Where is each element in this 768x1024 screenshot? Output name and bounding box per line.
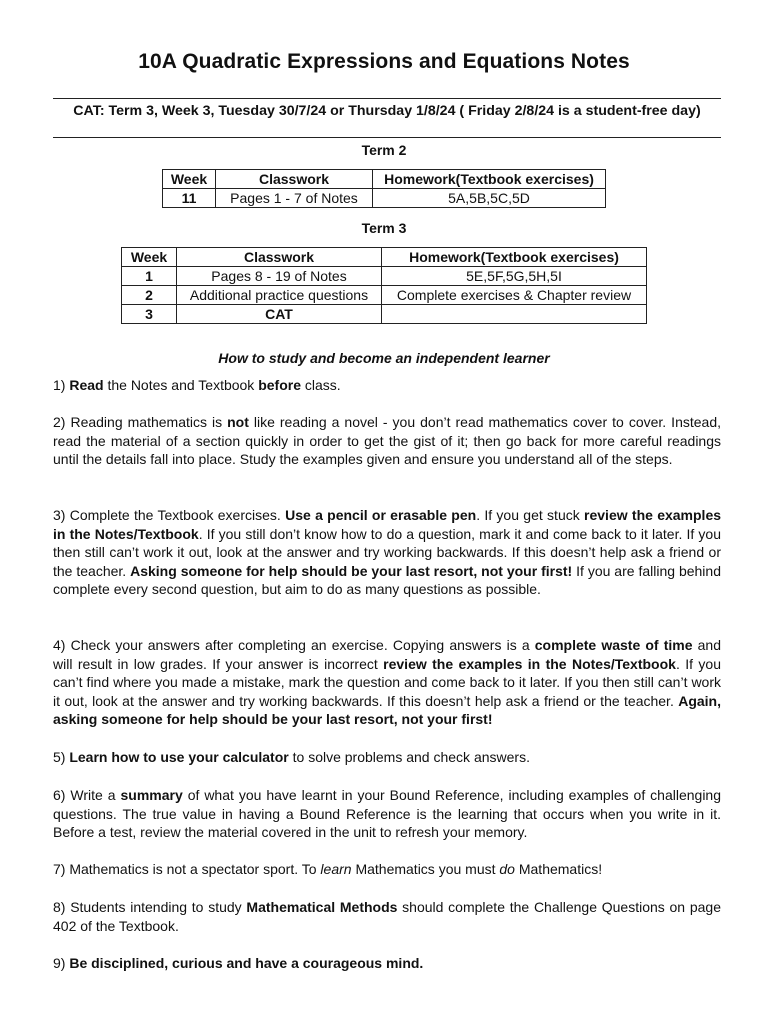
- point-text: Mathematics!: [514, 861, 603, 877]
- column-header-classwork: Classwork: [177, 248, 382, 267]
- week-cell: 2: [122, 286, 177, 305]
- point-text: 9): [53, 955, 70, 971]
- week-cell: 11: [163, 189, 216, 208]
- point-bold-text: Learn how to use your calculator: [69, 749, 289, 765]
- term2-label: Term 2: [361, 142, 407, 158]
- point-5: [53, 748, 721, 767]
- point-text: 2) Reading mathematics is: [53, 414, 228, 430]
- table-row: [163, 189, 606, 208]
- point-text: 6) Write a: [53, 787, 121, 803]
- point-bold-text: before: [258, 377, 301, 393]
- point-text: 3) Complete the Textbook exercises.: [53, 507, 286, 523]
- point-8: [53, 898, 721, 935]
- point-text: 8) Students intending to study: [53, 899, 247, 915]
- point-text: and will result in low grades. If your answer is incorrect: [53, 637, 722, 672]
- point-7: [53, 860, 721, 879]
- bottom-divider: [53, 137, 721, 138]
- point-bold-text: complete waste of time: [534, 637, 693, 653]
- point-bold-text: Again, asking someone for help should be your last resort, not your first!: [53, 692, 721, 728]
- classwork-cell: CAT: [177, 305, 382, 324]
- point-3: [53, 506, 721, 599]
- point-text: . If you get stuck: [476, 507, 585, 523]
- cat-dates-line: CAT: Term 3, Week 3, Tuesday 30/7/24 or Thursday 1/8/24 ( Friday 2/8/24 is a student-free day): [73, 103, 701, 119]
- point-6: [53, 786, 721, 842]
- classwork-cell: Additional practice questions: [177, 286, 382, 305]
- point-bold-text: Be disciplined, curious and have a courageous mind.: [69, 955, 424, 971]
- point-bold-text: Asking someone for help should be your last resort, not your first!: [130, 562, 573, 579]
- term2-schedule-table: [162, 169, 606, 208]
- week-cell: 1: [122, 267, 177, 286]
- week-cell: 3: [122, 305, 177, 324]
- point-text: 7) Mathematics is not a spectator sport. To: [53, 861, 321, 877]
- column-header-week: Week: [163, 170, 216, 189]
- point-text: . If you can’t find where you made a mistake, mark the question and come back to it later. If you then still can’t work it out, look at the answer and try working backwards. If this doesn’t help ask a friend or the teacher.: [53, 655, 721, 709]
- homework-cell: 5E,5F,5G,5H,5I: [382, 267, 647, 286]
- point-2: [53, 413, 721, 469]
- study-heading: How to study and become an independent learner: [218, 350, 550, 366]
- point-text: Mathematics you must: [351, 861, 500, 877]
- point-text: like reading a novel - you don’t read mathematics cover to cover. Instead, read the material of a section quickly in order to get the gist of it; then go back for more careful readings until the details fall into place. Study the examples given and ensure you understand all of the steps.: [53, 414, 721, 468]
- page-title: 10A Quadratic Expressions and Equations Notes: [138, 50, 630, 73]
- point-text: 4) Check your answers after completing an exercise. Copying answers is a: [53, 637, 535, 653]
- point-bold-text: Mathematical Methods: [246, 899, 398, 915]
- term3-label: Term 3: [361, 220, 407, 236]
- homework-cell: [382, 305, 647, 324]
- point-bold-text: Read: [69, 377, 104, 393]
- point-bold-text: summary: [120, 787, 183, 803]
- point-bold-text: not: [227, 414, 249, 430]
- column-header-classwork: Classwork: [216, 170, 373, 189]
- point-4: [53, 636, 721, 729]
- table-row: [122, 305, 647, 324]
- homework-cell: Complete exercises & Chapter review: [382, 286, 647, 305]
- point-text: class.: [301, 377, 341, 393]
- term3-schedule-table: [121, 247, 647, 324]
- column-header-homework: Homework(Textbook exercises): [382, 248, 647, 267]
- classwork-cell: Pages 1 - 7 of Notes: [216, 189, 373, 208]
- table-row: [122, 267, 647, 286]
- point-text: 5): [53, 749, 70, 765]
- point-text: If you are falling behind complete every second question, but aim to do as many questions as possible.: [53, 562, 721, 598]
- homework-cell: 5A,5B,5C,5D: [373, 189, 606, 208]
- table-header-row: [163, 170, 606, 189]
- table-header-row: [122, 248, 647, 267]
- point-1: [53, 376, 721, 395]
- point-text: . If you still don’t know how to do a question, mark it and come back to it later. If you then still can’t work it out, look at the answer and try working backwards. If this doesn’t help ask a friend or the teacher.: [53, 525, 721, 579]
- column-header-homework: Homework(Textbook exercises): [373, 170, 606, 189]
- point-bold-text: review the examples in the Notes/Textbook: [383, 655, 676, 672]
- point-italic-text: learn: [320, 861, 352, 877]
- point-text: should complete the Challenge Questions on page 402 of the Textbook.: [53, 899, 721, 934]
- point-text: 1): [53, 377, 70, 393]
- point-text: the Notes and Textbook: [103, 377, 259, 393]
- point-text: to solve problems and check answers.: [288, 749, 530, 765]
- point-italic-text: do: [499, 861, 515, 877]
- point-bold-text: review the examples in the Notes/Textbook: [53, 507, 722, 542]
- point-bold-text: Use a pencil or erasable pen: [285, 507, 477, 523]
- table-row: [122, 286, 647, 305]
- column-header-week: Week: [122, 248, 177, 267]
- top-divider: [53, 98, 721, 99]
- point-text: of what you have learnt in your Bound Reference, including examples of challenging questions. The true value in having a Bound Reference is the learning that occurs when you write in it. Before a test, review the material covered in the unit to refresh your memory.: [53, 787, 721, 841]
- point-9: [53, 954, 721, 973]
- classwork-cell: Pages 8 - 19 of Notes: [177, 267, 382, 286]
